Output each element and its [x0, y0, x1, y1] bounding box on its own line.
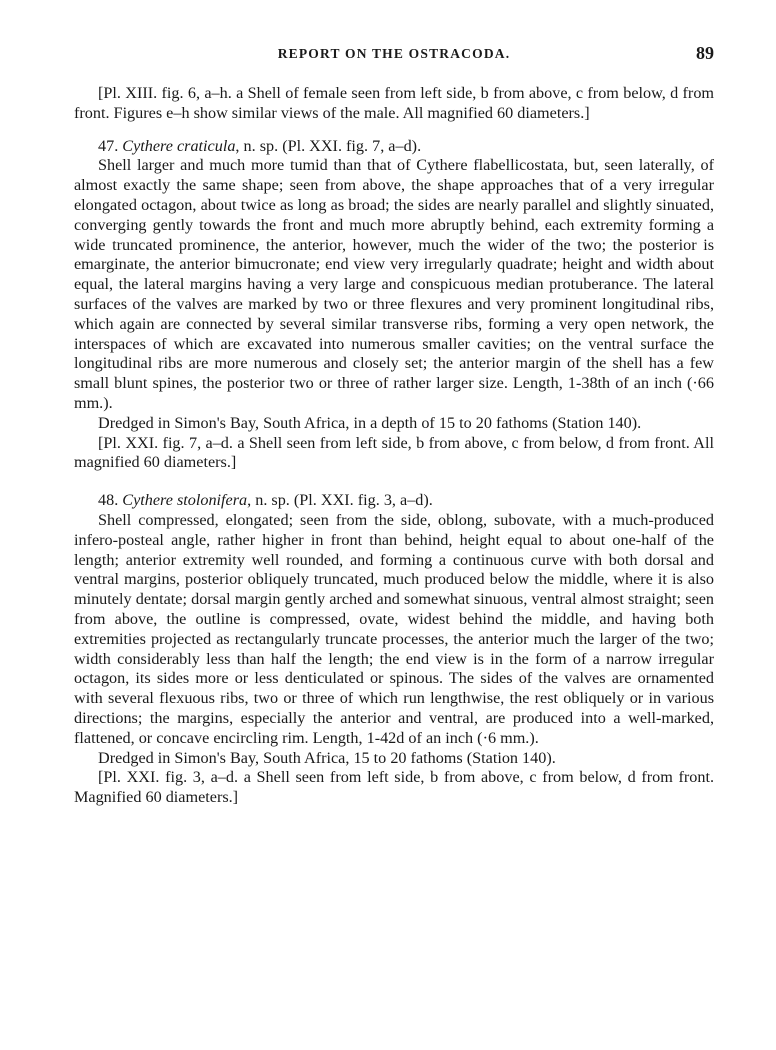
plate-caption-47: [Pl. XXI. fig. 7, a–d. a Shell seen from left side, b from above, c from below, d from front. All magnified 60 diameters.] — [74, 433, 714, 472]
species-name: Cythere craticula — [122, 136, 236, 155]
species-designation: , n. sp. (Pl. XXI. fig. 7, a–d). — [235, 136, 422, 155]
species-heading-48 — [74, 491, 714, 511]
plate-caption-48: [Pl. XXI. fig. 3, a–d. a Shell seen from left side, b from above, c from below, d from front. Magnified 60 diameters.] — [74, 768, 714, 807]
dredging-record-47: Dredged in Simon's Bay, South Africa, in a depth of 15 to 20 fathoms (Station 140). — [98, 413, 642, 432]
species-number: 47. — [98, 136, 119, 155]
dredging-record-48: Dredged in Simon's Bay, South Africa, 15 to 20 fathoms (Station 140). — [98, 748, 556, 767]
page-header — [74, 43, 714, 68]
body-text — [74, 84, 714, 808]
species-heading-47 — [74, 137, 714, 157]
species-description-47: Shell larger and much more tumid than that of Cythere flabellicostata, but, seen laterally, of almost exactly the same shape; seen from above, the shape approaches that of a very irregular elongated octagon, about twice as long as broad; the sides are nearly parallel and slightly sinuated, converging gently towards the front and much more abruptly behind, each extremity forming a wide truncated prominence, the anterior, however, much the wider of the two; the posterior is emarginate, the anterior bimucronate; end view very irregularly quadrate; height and width about equal, the lateral margins having a very large and conspicuous median protuberance. The lateral surfaces of the valves are marked by two or three flexures and very prominent longitudinal ribs, which again are connected by several similar transverse ribs, forming a very open network, the interspaces of which are excavated into numerous smaller cavities; on the ventral surface the longitudinal ribs are more numerous and closely set; the anterior margin of the shell has a few small blunt spines, the posterior two or three of rather larger size. Length, 1-38th of an inch (·66 mm.). — [74, 156, 714, 412]
species-number: 48. — [98, 491, 119, 510]
page-number: 89 — [696, 43, 714, 63]
plate-caption-top: [Pl. XIII. fig. 6, a–h. a Shell of female seen from left side, b from above, c from below, d from front. Figures e–h show similar views of the male. All magnified 60 diameters.] — [74, 84, 714, 122]
species-name: Cythere stolonifera — [122, 491, 248, 510]
running-head: REPORT ON THE OSTRACODA. — [277, 46, 511, 61]
species-description-48: Shell compressed, elongated; seen from the side, oblong, subovate, with a much-produced infero-posteal angle, rather higher in front than behind, height equal to about one-half of the length; anterior extremity well rounded, and forming a continuous curve with both dorsal and ventral margins, posterior obliquely truncated, much produced below the middle, where it is also minutely dentate; dorsal margin gently arched and somewhat sinuous, ventral almost straight; seen from above, the outline is compressed, ovate, widest behind the middle, and having both extremities projected as rectangularly truncate processes, the anterior much the larger of the two; width considerably less than half the length; the end view is in the form of a narrow irregular octagon, its sides more or less denticulated or spinous. The sides of the valves are ornamented with several flexuous ribs, two or three of which run lengthwise, the rest obliquely or in various directions; the margins, especially the anterior and ventral, are produced into a well-marked, flattened, or concave encircling rim. Length, 1-42d of an inch (·6 mm.). — [74, 510, 714, 747]
species-designation: , n. sp. (Pl. XXI. fig. 3, a–d). — [247, 491, 433, 510]
